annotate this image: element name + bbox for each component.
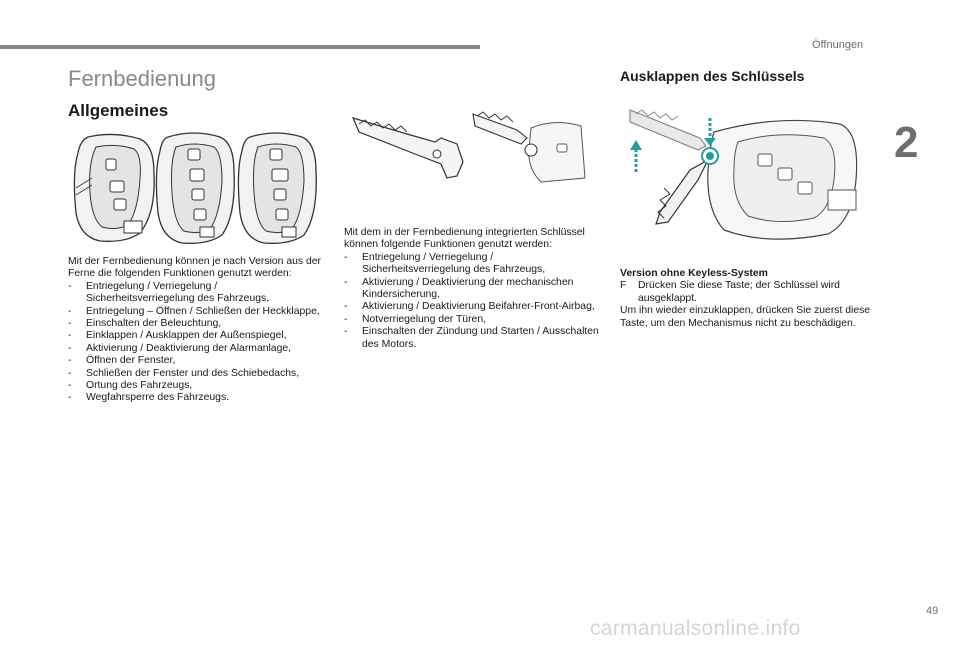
step-item: [620, 280, 882, 305]
left-intro: Mit der Fernbedienung können je nach Version aus der Ferne die folgenden Funktionen genutzt werden:: [68, 256, 322, 280]
list-item: - Entriegelung / Verriegelung / Sicherheitsverriegelung des Fahrzeugs,: [68, 280, 270, 305]
page-number: 49: [926, 605, 939, 617]
chapter-number: 2: [894, 118, 919, 167]
step-marker: F: [620, 280, 627, 292]
list-item: - Aktivierung / Deaktivierung Beifahrer-Front-Airbag,: [344, 301, 595, 313]
remote-key-3-button-icon: [70, 133, 158, 245]
middle-body: [344, 227, 604, 351]
left-body: [68, 256, 326, 405]
list-item: - Einklappen / Ausklappen der Außenspiegel,: [68, 330, 287, 342]
step-text: Drücken Sie diese Taste; der Schlüssel wird ausgeklappt.: [638, 280, 840, 304]
watermark: carmanualsonline.info: [590, 617, 801, 640]
list-item: - Öffnen der Fenster,: [68, 355, 176, 367]
right-body: [620, 268, 882, 330]
middle-intro: Mit dem in der Fernbedienung integrierten Schlüssel können folgende Funktionen genutzt werden:: [344, 227, 585, 251]
header-rule: [0, 45, 480, 49]
mechanical-key-icon: [345, 108, 585, 188]
heading-ausklappen: Ausklappen des Schlüssels: [620, 68, 805, 84]
list-item: - Einschalten der Zündung und Starten / Ausschalten des Motors.: [344, 326, 599, 350]
list-item: - Einschalten der Beleuchtung,: [68, 318, 222, 330]
remote-key-trunk-icon: [236, 131, 320, 245]
list-item: - Entriegelung – Öffnen / Schließen der Heckklappe,: [68, 305, 320, 317]
list-item: - Aktivierung / Deaktivierung der Alarmanlage,: [68, 342, 292, 354]
list-item: - Notverriegelung der Türen,: [344, 313, 486, 325]
list-item: - Schließen der Fenster und des Schiebedachs,: [68, 367, 300, 379]
note-text: Um ihn wieder einzuklappen, drücken Sie zuerst diese Taste, um den Mechanismus nicht zu beschädigen.: [620, 305, 871, 329]
key-fold-out-icon: [628, 110, 860, 248]
version-label: Version ohne Keyless-System: [620, 268, 768, 279]
page-title: Fernbedienung: [68, 66, 217, 91]
middle-list: [344, 252, 604, 351]
list-item: - Wegfahrsperre des Fahrzeugs.: [68, 392, 230, 404]
list-item: - Ortung des Fahrzeugs,: [68, 380, 193, 392]
list-item: - Aktivierung / Deaktivierung der mechanischen Kindersicherung,: [344, 276, 574, 301]
left-list: [68, 281, 326, 405]
section-label: Öffnungen: [812, 39, 864, 51]
remote-key-4-button-icon: [154, 131, 238, 245]
heading-allgemeines: Allgemeines: [68, 101, 169, 120]
list-item: - Entriegelung / Verriegelung / Sicherheitsverriegelung des Fahrzeugs,: [344, 251, 546, 276]
